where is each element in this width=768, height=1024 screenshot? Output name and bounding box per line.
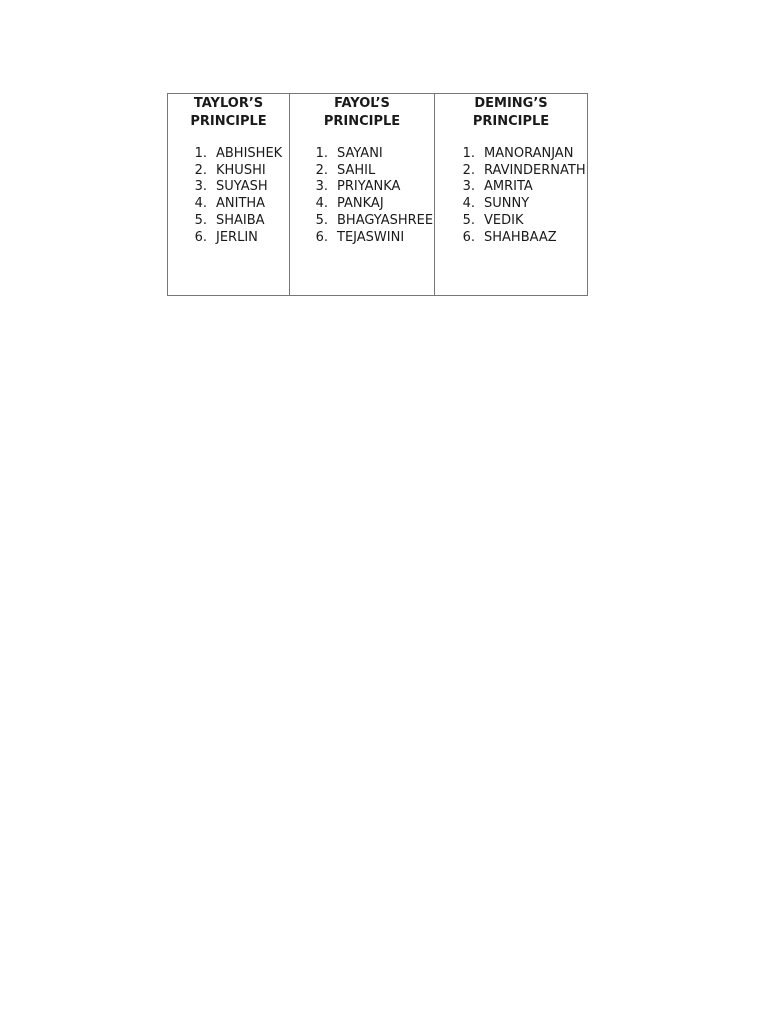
taylor-heading-line2: PRINCIPLE — [190, 114, 267, 129]
list-item — [290, 230, 434, 247]
deming-heading-line1: DEMING’S — [474, 96, 548, 111]
taylor-name-list — [168, 146, 289, 246]
item-number: 4. — [462, 196, 475, 212]
item-name: ABHISHEK — [216, 146, 283, 161]
deming-heading — [435, 94, 587, 131]
item-number: 6. — [315, 229, 328, 245]
list-item — [168, 146, 289, 163]
taylor-heading — [168, 94, 289, 131]
item-number: 1. — [315, 146, 328, 161]
list-item — [168, 196, 289, 213]
item-name: AMRITA — [484, 179, 533, 195]
item-name: PANKAJ — [337, 196, 384, 212]
item-name: SUNNY — [484, 196, 530, 212]
item-number: 6. — [194, 229, 207, 245]
list-item — [168, 179, 289, 196]
item-name: SAYANI — [337, 146, 383, 161]
item-number: 5. — [315, 212, 328, 228]
list-item — [435, 163, 587, 180]
item-name: TEJASWINI — [337, 229, 405, 245]
item-number: 6. — [462, 229, 475, 245]
item-name: VEDIK — [484, 212, 524, 228]
item-number: 5. — [194, 212, 207, 228]
fayol-name-list — [290, 146, 434, 246]
item-number: 2. — [315, 162, 328, 178]
item-number: 3. — [462, 179, 475, 195]
item-number: 2. — [194, 162, 207, 178]
table-row — [168, 94, 588, 296]
list-item — [168, 230, 289, 247]
fayol-heading-line2: PRINCIPLE — [323, 114, 401, 129]
item-name: KHUSHI — [216, 162, 266, 178]
list-item — [435, 213, 587, 230]
item-number: 2. — [462, 162, 475, 178]
item-name: SHAHBAAZ — [484, 229, 557, 245]
list-item — [290, 163, 434, 180]
list-item — [168, 163, 289, 180]
list-item — [290, 196, 434, 213]
item-name: SUYASH — [216, 179, 268, 195]
item-number: 3. — [315, 179, 328, 195]
item-name: PRIYANKA — [337, 179, 401, 195]
item-name: JERLIN — [216, 229, 258, 245]
item-name: RAVINDERNATH — [484, 162, 586, 178]
item-name: MANORANJAN — [484, 146, 574, 161]
list-item — [290, 146, 434, 163]
fayol-heading-line1: FAYOL’S — [334, 96, 390, 111]
item-number: 4. — [315, 196, 328, 212]
list-item — [435, 146, 587, 163]
deming-name-list — [435, 146, 587, 246]
item-name: ANITHA — [216, 196, 266, 212]
taylor-heading-line1: TAYLOR’S — [193, 96, 264, 111]
list-item — [290, 213, 434, 230]
item-number: 5. — [462, 212, 475, 228]
list-item — [435, 196, 587, 213]
item-name: BHAGYASHREE — [337, 212, 434, 228]
item-name: SAHIL — [337, 162, 376, 178]
deming-column-cell — [435, 94, 588, 296]
fayol-column-cell — [290, 94, 435, 296]
item-number: 1. — [462, 146, 475, 161]
list-item — [435, 230, 587, 247]
list-item — [168, 213, 289, 230]
item-number: 4. — [194, 196, 207, 212]
taylor-column-cell — [168, 94, 290, 296]
list-item — [290, 179, 434, 196]
list-item — [435, 179, 587, 196]
item-name: SHAIBA — [216, 212, 265, 228]
item-number: 1. — [194, 146, 207, 161]
item-number: 3. — [194, 179, 207, 195]
fayol-heading — [290, 94, 434, 131]
principles-table — [167, 93, 588, 296]
deming-heading-line2: PRINCIPLE — [472, 114, 550, 129]
